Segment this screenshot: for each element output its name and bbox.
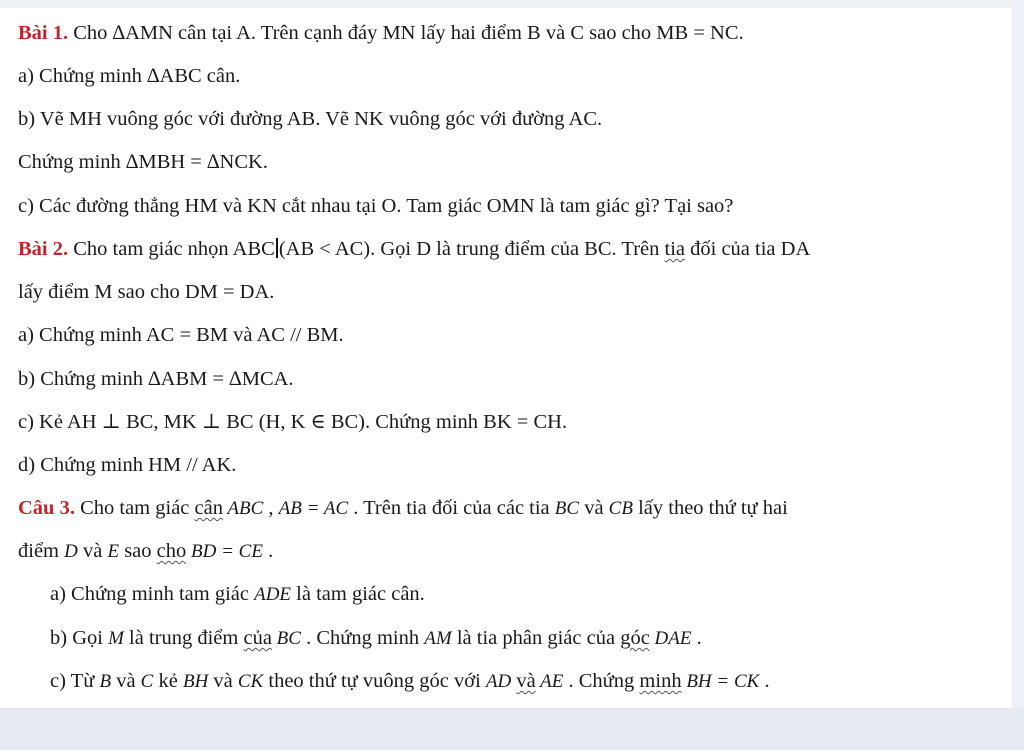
bai2-part-c: c) Kẻ AH ⊥ BC, MK ⊥ BC (H, K ∈ BC). Chứng minh BK = CH. <box>18 411 568 433</box>
cau3-b-t4: của <box>243 627 272 649</box>
cau3-b-t7: AM <box>424 628 452 649</box>
text-cursor <box>276 238 278 258</box>
bai2-text-tia: tia <box>664 238 686 260</box>
cau3-l2-t2: D <box>64 541 78 562</box>
cau3-part-b <box>50 625 702 652</box>
cau3-l2-t4: E <box>107 541 120 562</box>
cau3-c-t8: CK <box>237 671 264 692</box>
background-strip <box>0 708 1024 750</box>
cau3-c-t7: và <box>208 670 238 692</box>
cau3-t9: CB <box>608 498 633 519</box>
cau3-t2: cân <box>194 497 223 519</box>
cau3-b-t3: là trung điểm <box>123 627 244 649</box>
cau3-c-t1: c) Từ <box>50 670 100 692</box>
cau3-c-t16: BH = CK <box>681 671 760 692</box>
bai2-part-d: d) Chứng minh HM // AK. <box>18 454 237 476</box>
cau3-l2-t5: sao <box>119 540 157 562</box>
bai1-part-b-line2: Chứng minh ∆MBH = ∆NCK. <box>18 151 268 173</box>
bai1-part-a: a) Chứng minh ∆ABC cân. <box>18 65 241 87</box>
cau3-c-t14: . Chứng <box>563 670 640 692</box>
cau3-c-t4: C <box>140 671 154 692</box>
cau3-l2-t7: BD = CE <box>186 541 263 562</box>
cau3-c-t9: theo thứ tự vuông góc với <box>263 670 486 692</box>
cau3-l2-t8: . <box>262 540 274 562</box>
cau3-c-t2: B <box>99 671 112 692</box>
cau3-a-t3: là tam giác cân. <box>291 583 425 605</box>
cau3-b-t2: M <box>108 628 124 649</box>
bai1-heading: Bài 1. <box>18 22 69 44</box>
cau3-c-t3: và <box>111 670 141 692</box>
cau3-b-t6: . Chứng minh <box>300 627 425 649</box>
bai2-text-d: đối của tia DA <box>685 238 811 260</box>
bai1-line1 <box>18 20 744 46</box>
bai1-part-b-line1: b) Vẽ MH vuông góc với đường AB. Vẽ NK vuông góc với đường AC. <box>18 108 603 130</box>
cau3-t6: . Trên tia đối của các tia <box>348 497 555 519</box>
cau3-c-t10: AD <box>485 671 512 692</box>
bai2-text-b: (AB < AC). Gọi D là trung điểm của BC. Trên <box>278 238 665 260</box>
cau3-t3: ABC <box>222 498 264 519</box>
cau3-part-c <box>50 668 770 695</box>
bai1-statement: Cho ∆AMN cân tại A. Trên cạnh đáy MN lấy hai điểm B và C sao cho MB = NC. <box>68 22 744 44</box>
cau3-line1 <box>18 495 788 522</box>
cau3-t8: và <box>579 497 609 519</box>
cau3-part-a <box>50 581 425 608</box>
bai2-line2: lấy điểm M sao cho DM = DA. <box>18 281 275 303</box>
cau3-b-t5: BC <box>271 628 301 649</box>
cau3-c-t12: và <box>516 670 536 692</box>
cau3-l2-t3: và <box>77 540 108 562</box>
cau3-c-t13: AE <box>535 671 564 692</box>
cau3-t1: Cho tam giác <box>74 497 195 519</box>
bai2-line1 <box>18 236 810 262</box>
bai2-text-a: Cho tam giác nhọn ABC <box>68 238 275 260</box>
cau3-c-t5: kẻ <box>153 670 183 692</box>
bai2-part-b: b) Chứng minh ∆ABM = ∆MCA. <box>18 368 294 390</box>
cau3-b-t8: là tia phân giác của <box>451 627 621 649</box>
cau3-b-t11: . <box>691 627 702 649</box>
cau3-t4: , <box>263 497 279 519</box>
cau3-c-t6: BH <box>182 671 209 692</box>
cau3-line2 <box>18 538 273 565</box>
cau3-c-t15: minh <box>639 670 682 692</box>
cau3-heading: Câu 3. <box>18 497 75 519</box>
cau3-a-t1: a) Chứng minh tam giác <box>50 583 255 605</box>
bai2-part-a: a) Chứng minh AC = BM và AC // BM. <box>18 324 344 346</box>
cau3-b-t1: b) Gọi <box>50 627 109 649</box>
cau3-t5: AB = AC <box>278 498 349 519</box>
cau3-b-t10: DAE <box>649 628 692 649</box>
cau3-b-t9: góc <box>620 627 650 649</box>
cau3-t7: BC <box>554 498 580 519</box>
cau3-c-t17: . <box>759 670 770 692</box>
bai1-part-c: c) Các đường thẳng HM và KN cắt nhau tại O. Tam giác OMN là tam giác gì? Tại sao? <box>18 195 734 217</box>
cau3-l2-t1: điểm <box>18 540 65 562</box>
bai2-heading: Bài 2. <box>18 238 69 260</box>
cau3-l2-t6: cho <box>156 540 187 562</box>
cau3-a-t2: ADE <box>254 584 292 605</box>
cau3-t10: lấy theo thứ tự hai <box>632 497 788 519</box>
